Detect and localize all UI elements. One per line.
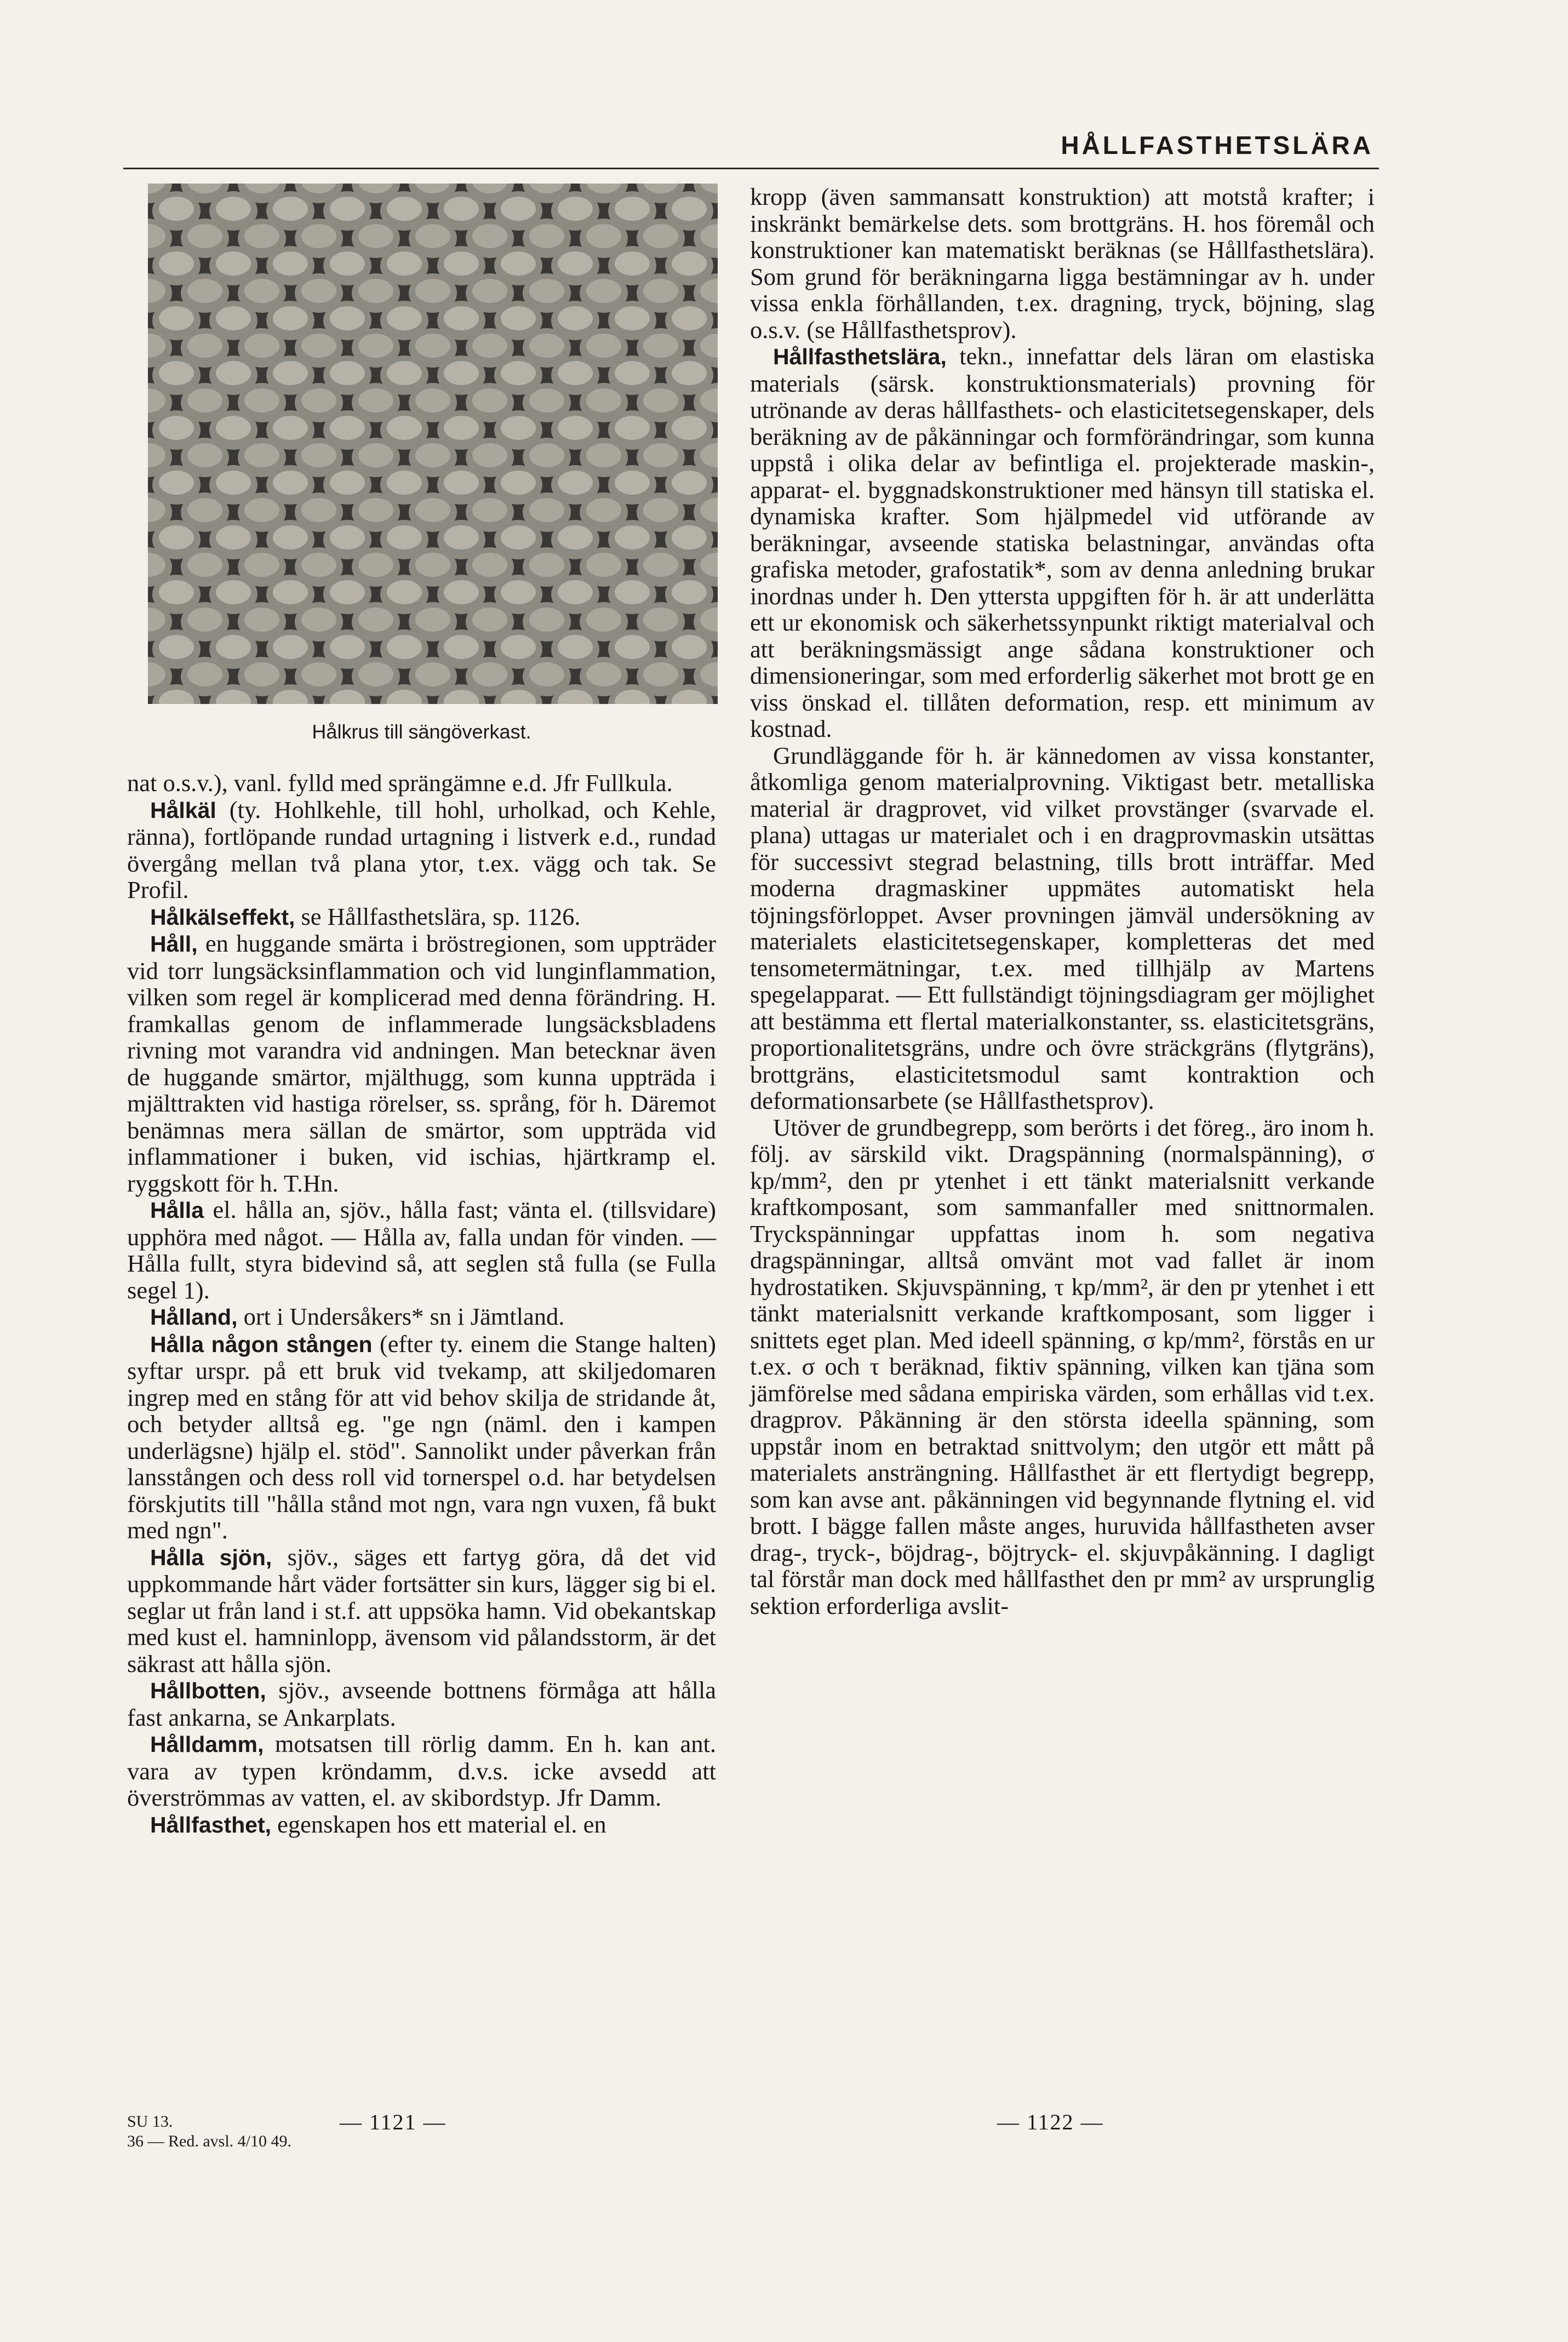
entry-headword: Hålland, xyxy=(150,1304,238,1330)
entry-text: tekn., innefattar dels läran om elastiska materials (särsk. konstruktionsmaterials) provning för utrönande av deras hållfasthets- och elasticitetsegenskaper, dels beräkning av de påkänningar och formförändringar, som kunna uppstå i olika delar av befintliga el. projekterade maskin-, apparat- el. byggnadskonstruktioner med hänsyn till statiska el. dynamiska krafter. Som hjälpmedel vid utförande av beräkningar, avseende statiska belastningar, användas ofta grafiska metoder, grafostatik*, som av denna anledning brukar inordnas under h. Den yttersta uppgiften för h. är att underlätta ett ur ekonomisk och säkerhetssynpunkt riktigt materialval och att beräkningsmässigt ange sådana konstruktioner och dimensioneringar, som med erforderlig säkerhet mot brott ge en viss önskad el. tillåten deformation, resp. ett minimum av kostnad. xyxy=(750,342,1375,742)
right-column-paragraph xyxy=(750,184,1375,343)
print-info-line2: 36 — Red. avsl. 4/10 49. xyxy=(127,2132,291,2150)
entry-headword: Hålkäl xyxy=(150,797,216,823)
entry-text: Utöver de grundbegrepp, som berörts i det föreg., äro inom h. följ. av särskild vikt. Dragspänning (normalspänning), σ kp/mm², den pr ytenhet i ett tänkt materialsnitt verkande kraftkomposant, som sammanfaller med snittnormalen. Tryckspänningar uppfattas inom h. som negativa dragspänningar, alltså omvänt mot vad fallet är inom hydrostatiken. Skjuvspänning, τ kp/mm², är den pr ytenhet i ett tänkt materialsnitt verkande kraftkomposant, som ligger i snittets eget plan. Med ideell spänning, σ kp/mm², förstås en ur t.ex. σ och τ beräknad, fiktiv spänning, vilken kan tjäna som jämförelse med sådana empiriska värden, som erhållas vid t.ex. dragprov. Påkänning är den största ideella spänning, som uppstår inom en betraktad snittvolym; den utgör ett mått på materialets ansträngning. Hållfasthet är ett flertydigt begrepp, som kan avse ant. påkänningen vid begynnande flytning el. vid brott. I bägge fallen måste anges, huruvida hållfastheten avser drag-, tryck-, böjdrag-, böjtryck- el. skjuvpåkänning. I dagligt tal förstår man dock med hållfasthet den pr mm² av ursprunglig sektion erforderliga avslit- xyxy=(750,1113,1375,1619)
entry-headword: Hålla xyxy=(150,1198,204,1223)
running-header: HÅLLFASTHETSLÄRA xyxy=(1061,131,1374,159)
entry-text: kropp (även sammansatt konstruktion) att motstå krafter; i inskränkt bemärkelse dets. som brottgräns. H. hos föremål och konstruktioner kan matematiskt beräknas (se Hållfasthetslära). Som grund för beräkningarna ligga bestämningar av h. under vissa enkla förhållanden, t.ex. dragning, tryck, böjning, slag o.s.v. (se Hållfasthetsprov). xyxy=(750,183,1375,343)
left-column-paragraph xyxy=(127,1331,716,1544)
entry-headword: Hålkälseffekt, xyxy=(150,904,295,930)
page-number-right: — 1122 — xyxy=(997,2110,1104,2134)
right-column-paragraph xyxy=(750,742,1375,1114)
right-column xyxy=(750,184,1375,1619)
entry-headword: Hålldamm, xyxy=(150,1732,264,1757)
left-column-paragraph xyxy=(127,1731,716,1811)
entry-text: en huggande smärta i bröstregionen, som uppträder vid torr lungsäcksinflammation och vid lunginflammation, vilken som regel är komplicerad med denna förändring. H. framkallas genom de inflammerade lungsäcksbladens rivning mot varandra vid andningen. Man betecknar även de huggande smärtor, mjälthugg, som kunna uppträda i mjälttrakten vid hastiga rörelser, ss. språng, för h. Däremot benämnas mera sällan de smärtor, som uppträda vid inflammationer i buken, vid ischias, hjärtkramp el. ryggskott för h. T.Hn. xyxy=(127,930,716,1197)
entry-headword: Håll, xyxy=(150,931,198,957)
left-column-paragraph xyxy=(127,1196,716,1303)
knit-pattern-image xyxy=(148,184,718,704)
print-info-line1: SU 13. xyxy=(127,2112,173,2131)
entry-text: ort i Undersåkers* sn i Jämtland. xyxy=(237,1303,565,1330)
left-column-paragraph xyxy=(127,797,716,903)
entry-headword: Hållbotten, xyxy=(150,1678,266,1703)
entry-headword: Hållfasthet, xyxy=(150,1812,271,1837)
page-number-left: — 1121 — xyxy=(340,2110,447,2134)
entry-text: (efter ty. einem die Stange halten) syftar urspr. på ett bruk vid tvekamp, att skiljedomaren ingrep med en stång för att vid behov skilja de stridande åt, och betyder alltså eg. "ge ngn (näml. den i kampen underlägsne) hjälp el. stöd". Sannolikt under påverkan från lansstången och dess roll vid tornerspel o.d. har betydelsen förskjutits till "hålla stånd mot ngn, vara ngn vuxen, få bukt med ngn". xyxy=(127,1330,716,1544)
entry-text: motsatsen till rörlig damm. En h. kan ant. vara av typen kröndamm, d.v.s. icke avsedd att överströmmas av vatten, el. av skibordstyp. Jfr Damm. xyxy=(127,1730,716,1811)
figure-caption: Hålkrus till sängöverkast. xyxy=(312,720,531,743)
entry-text: nat o.s.v.), vanl. fylld med sprängämne e.d. Jfr Fullkula. xyxy=(127,769,673,797)
left-column-paragraph xyxy=(127,903,716,931)
entry-text: sjöv., säges ett fartyg göra, då det vid uppkommande hårt väder fortsätter sin kurs, lägger sig bi el. seglar ut från land i st.f. att uppsöka hamn. Vid obekantskap med kust el. hamninlopp, ävensom vid pålandsstorm, är det säkrast att hålla sjön. xyxy=(127,1543,716,1677)
entry-text: egenskapen hos ett material el. en xyxy=(271,1810,606,1838)
entry-text: (ty. Hohlkehle, till hohl, urholkad, och Kehle, ränna), fortlöpande rundad urtagning i listverk e.d., rundad övergång mellan två plana ytor, t.ex. vägg och tak. Se Profil. xyxy=(127,795,716,903)
left-column-paragraph xyxy=(127,1811,716,1839)
left-column-paragraph xyxy=(127,930,716,1196)
print-info xyxy=(127,2112,291,2151)
entry-headword: Hålla sjön, xyxy=(150,1544,272,1570)
entry-headword: Hålla någon stången xyxy=(150,1331,373,1357)
left-column xyxy=(127,770,716,1838)
figure-photo-halkrus xyxy=(148,184,718,704)
entry-headword: Hållfasthetslära, xyxy=(773,344,947,369)
left-column-paragraph xyxy=(127,1303,716,1331)
right-column-paragraph xyxy=(750,1114,1375,1619)
entry-text: sjöv., avseende bottnens förmåga att hålla fast ankarna, se Ankarplats. xyxy=(127,1676,716,1731)
entry-text: Grundläggande för h. är kännedomen av vissa konstanter, åtkomliga genom materialprovning. Viktigast betr. metalliska material är dragprovet, vid vilket provstänger (svarvade el. plana) uttagas ur materialet och i en dragprovmaskin utsättas för successivt stegrad belastning, tills brott inträffar. Med moderna dragmaskiner uppmätes automatiskt hela töjningsförloppet. Avser provningen jämväl undersökning av materialets elasticitetsegenskaper, kompletteras det med tensometermätningar, t.ex. med tillhjälp av Martens spegelapparat. — Ett fullständigt töjningsdiagram ger möjlighet att bestämma ett flertal materialkonstanter, ss. elasticitetsgräns, proportionalitetsgräns, undre och övre sträckgräns (flytgräns), brottgräns, elasticitetsmodul samt kontraktion och deformationsarbete (se Hållfasthetsprov). xyxy=(750,741,1375,1114)
entry-text: el. hålla an, sjöv., hålla fast; vänta el. (tillsvidare) upphöra med något. — Hålla av, falla undan för vinden. — Hålla fullt, styra bidevind så, att seglen stå fulla (se Fulla segel 1). xyxy=(127,1196,716,1304)
left-column-paragraph xyxy=(127,1544,716,1677)
right-column-paragraph xyxy=(750,343,1375,742)
entry-text: se Hållfasthetslära, sp. 1126. xyxy=(295,902,581,930)
left-column-paragraph xyxy=(127,1677,716,1731)
header-rule xyxy=(123,168,1379,169)
left-column-paragraph xyxy=(127,770,716,797)
